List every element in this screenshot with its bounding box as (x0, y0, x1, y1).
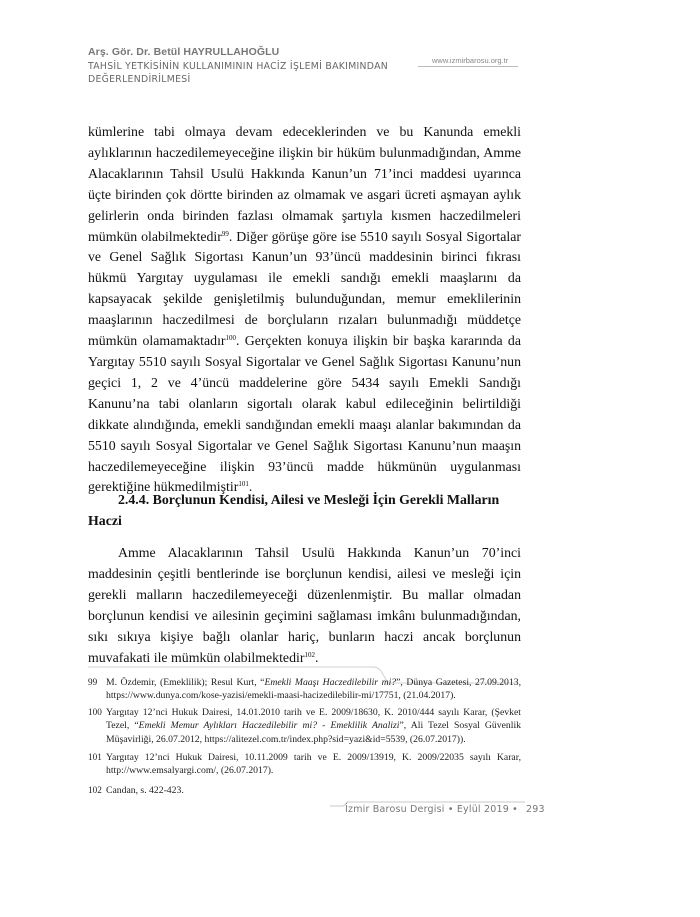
footnote-ref-100[interactable]: 100 (225, 334, 237, 343)
footnote-text (106, 751, 521, 778)
footnote-text (106, 706, 521, 746)
footnote-text-part: ”, Dünya Gazetesi, 27.09.2013, https://www.dunya.com/kose-yazisi/emekli-maasi-hacizedilebilir-mi/17751, (21.04.2017). (106, 677, 522, 702)
footnote-text-part: ”, Ali Tezel Sosyal Güvenlik Müşavirliği, 26.07.2012, https://alitezel.com.tr/index.php?sid=yazi&id=5539, (26.07.2017)). (106, 720, 521, 745)
footnote-text (106, 676, 521, 703)
body-paragraph-2 (88, 543, 521, 668)
paragraph-text: . (314, 649, 319, 665)
footnote-ref-99[interactable]: 99 (221, 229, 229, 238)
footnote-100 (88, 706, 521, 746)
page-number: 293 (526, 804, 545, 815)
running-header-title: TAHSİL YETKİSİNİN KULLANIMININ HACİZ İŞLEMİ BAKIMINDAN DEĞERLENDİRİLMESİ (88, 61, 389, 85)
running-header-url[interactable]: www.izmirbarosu.org.tr (432, 56, 509, 65)
footnote-italic-title: Emekli Maaşı Haczedilebilir mi? (264, 677, 397, 688)
paragraph-text: . (248, 479, 253, 495)
footnote-text-part: Yargıtay 12’nci Hukuk Dairesi, 10.11.2009 tarih ve E. 2009/13919, K. 2009/22035 sayılı Karar, http://www.emsalyargi.com/, (26.07.2017). (106, 752, 521, 777)
footnote-number: 101 (88, 752, 102, 762)
paragraph-text: kümlerine tabi olmaya devam edeceklerinden ve bu Kanunda emekli aylıklarının haczedilemeyeceğine ilişkin bir hüküm bulunmadığından, Amme Alacaklarının Tahsil Usulü Hakkında Kanun’un 71’inci maddesi uyarınca üçte birinden çok dörtte birinden az olmamak ve asgari ücreti aşmayan aylık gelirlerin onda birinden fazlası olmamak şartıyla kısmen haczedilmeleri mümkün olabilmektedir (88, 124, 521, 244)
page-footer (345, 804, 545, 815)
footnote-number: 100 (88, 707, 102, 717)
footnote-ref-101[interactable]: 101 (238, 480, 249, 489)
footnote-102 (88, 784, 521, 797)
footnote-text-part: Candan, s. 422-423. (106, 785, 184, 796)
body-paragraph-1 (88, 122, 521, 498)
footnote-ref-102[interactable]: 102 (304, 650, 315, 659)
footnote-italic-title: Emekli Memur Aylıkları Haczedilebilir mi? - Emeklilik Analizi (138, 720, 400, 732)
header-divider (418, 66, 518, 67)
footnote-101 (88, 751, 521, 778)
paragraph-text: Amme Alacaklarının Tahsil Usulü Hakkında Kanun’un 70’inci maddesinin çeşitli bentlerinde ise borçlunun kendisi, ailesi ve mesleği için gerekli malların haczedilemeyeceği düzenlenmiştir. Bu mallar olmadan borçlunun kendisi ve ailesinin geçimini sağlaması imkânı bulunmadığından, sıkı sıkıya kişiye bağlı olanlar hariç, bunların haczi ancak borçlunun muvafakati ile mümkün olabilmektedir (88, 545, 521, 665)
footnote-number: 99 (88, 677, 98, 687)
footnote-text-part: M. Özdemir, (Emeklilik); Resul Kurt, “ (106, 677, 265, 688)
footnote-text (106, 784, 521, 797)
paragraph-text: . Gerçekten konuya ilişkin bir başka kararında da Yargıtay 5510 sayılı Sosyal Sigortalar ve Genel Sağlık Sigortası Kanunu’nun geçici 1, 2 ve 4’üncü maddelerine göre 5434 sayılı Emekli Sandığı Kanunu’na tabi olanların sigortalı olarak kabul edileceğinin belirtildiği dikkate alındığında, emekli sandığından emekli maaşı alanlar bakımından da 5510 sayılı Sosyal Sigortalar ve Genel Sağlık Sigortası Kanunu’nun maaşın haczedilemeyeceğine ilişkin 93’üncü madde hükmünün uygulanması gerektiğine hükmedilmiştir (88, 333, 521, 495)
footer-journal: İzmir Barosu Dergisi • Eylül 2019 • (345, 804, 518, 815)
footnote-number: 102 (88, 785, 102, 795)
running-header-author: Arş. Gör. Dr. Betül HAYRULLAHOĞLU (88, 46, 280, 58)
footnote-99 (88, 676, 521, 703)
footnote-text-part: Yargıtay 12’nci Hukuk Dairesi, 14.01.2010 tarih ve E. 2009/18630, K. 2010/444 sayılı Karar, (Şevket Tezel, “ (106, 707, 521, 732)
section-heading: 2.4.4. Borçlunun Kendisi, Ailesi ve Mesleği İçin Gerekli Malların Haczi (88, 492, 500, 528)
paragraph-text: . Diğer görüşe göre ise 5510 sayılı Sosyal Sigortalar ve Genel Sağlık Sigortası Kanun’un 93’üncü maddesinin birinci fıkrası hükmü Yargıtay uygulaması ile emekli sandığı emekli maaşlarını da kapsayacak şekilde genişletilmiş bulunduğundan, memur emeklilerinin maaşlarının haczedilmesi de borçluların rızaları bulunmadığı müddetçe mümkün olamamaktadır (88, 228, 521, 349)
